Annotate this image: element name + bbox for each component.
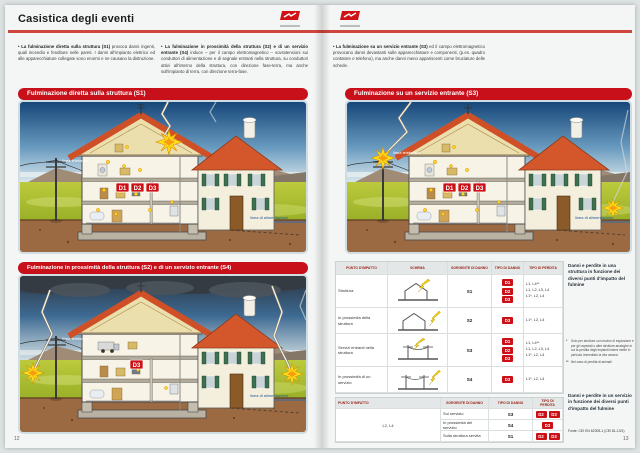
banner-s1-label: Fulminazione diretta sulla struttura (S1) bbox=[27, 90, 146, 98]
damage-badge: D3 bbox=[502, 296, 513, 303]
brand-logo-icon bbox=[279, 10, 301, 23]
svg-text:D3: D3 bbox=[132, 362, 141, 369]
damage-cell bbox=[492, 308, 524, 334]
sidebar-caption-service: Danni e perdite in un servizio in funzione dei diversi punti d'impatto del fulmine bbox=[568, 393, 632, 411]
source-reference: Fonte: CEI EN 62305-1 (CEI 81-10/1) bbox=[568, 429, 625, 433]
schema-house-side-strike-icon bbox=[388, 308, 448, 334]
col-header: SCHEMA bbox=[388, 262, 448, 275]
schema-house-top-strike-icon bbox=[388, 275, 448, 308]
footnote-single-asterisk: * Solo per strutture con rischio di esplosione e per gli ospedali o altre strutture analoghe in cui la perdita degli impianti interni mette in pericolo immediato la vita umana bbox=[566, 339, 634, 357]
damage-badge: D1 bbox=[502, 279, 513, 286]
damage-cell bbox=[492, 367, 524, 393]
loss-cell: L1*, L2, L4 bbox=[524, 367, 563, 393]
col-header: TIPO DI PERDITA bbox=[524, 262, 563, 275]
paragraph-lead: • La fulminazione in prossimità della struttura (S2) e di un servizio entrante (S4) bbox=[161, 44, 308, 55]
damage-badge: D3 bbox=[542, 422, 553, 429]
footnote-double-asterisk: ** Nel caso di perdita di animali bbox=[566, 359, 612, 364]
damage-cell bbox=[492, 275, 524, 308]
impact-cell: In prossimità della struttura bbox=[336, 308, 388, 334]
impact-cell: In prossimità del servizio bbox=[441, 420, 489, 431]
schema-service-line-strike-icon bbox=[388, 334, 448, 367]
col-header: TIPO DI DANNO bbox=[489, 398, 533, 409]
table-service-damage bbox=[335, 397, 564, 443]
damage-badge: D3 bbox=[502, 376, 513, 383]
paragraph-lead: • La fulminazione su un servizio entrante (S3) bbox=[333, 44, 428, 49]
telephone-line-label: linea telefonica bbox=[393, 149, 420, 155]
banner-s1 bbox=[18, 88, 308, 100]
damage-badges-s1 bbox=[116, 183, 159, 192]
document-spread bbox=[5, 5, 635, 448]
damage-badge-s2s4 bbox=[130, 360, 143, 369]
banner-s3-label: Fulminazione su un servizio entrante (S3) bbox=[354, 90, 479, 98]
svg-text:D2: D2 bbox=[460, 185, 469, 192]
source-cell: S3 bbox=[448, 334, 492, 367]
damage-badge: D2 bbox=[536, 411, 547, 418]
source-cell: S2 bbox=[448, 308, 492, 334]
col-header: TIPO DI PERDITA bbox=[533, 398, 563, 409]
impact-cell: In prossimità di un servizio bbox=[336, 367, 388, 393]
col-header: SORGENTE DI DANNO bbox=[441, 398, 489, 409]
power-line-label: linea di alimentazione bbox=[575, 214, 614, 220]
impact-cell: Sul servizio bbox=[441, 409, 489, 420]
loss-cell: L1, L4** L1, L2, L3, L4 L1*, L2, L4 bbox=[524, 275, 563, 308]
intro-paragraph-direct-strike bbox=[18, 44, 155, 63]
power-line-label: linea di alimentazione bbox=[250, 214, 289, 220]
brand-logo-icon bbox=[339, 10, 361, 23]
banner-s2-s4-label: Fulminazione in prossimità della struttura (S2) e di un servizio entrante (S4) bbox=[27, 264, 232, 271]
page-gutter bbox=[314, 5, 330, 448]
header-rule bbox=[8, 30, 632, 33]
damage-badges-s3 bbox=[443, 183, 486, 192]
sidebar-caption-structure: Danni e perdite in una struttura in funzione dei diversi punti d'impatto del fulmine bbox=[568, 263, 625, 288]
svg-text:D3: D3 bbox=[148, 185, 157, 192]
damage-badge: D2 bbox=[502, 347, 513, 354]
damage-cell bbox=[533, 409, 563, 420]
power-line-label: linea di alimentazione bbox=[250, 392, 289, 398]
svg-text:D1: D1 bbox=[445, 185, 454, 192]
page-title: Casistica degli eventi bbox=[18, 13, 135, 25]
banner-s3 bbox=[345, 88, 632, 100]
telephone-line-label: linea telefonica bbox=[62, 335, 89, 341]
page-number-right: 13 bbox=[623, 436, 629, 442]
paragraph-text: ed il campo elettromagnetico provocano danni devastanti sulle apparecchiature e componenti, (p.es. quadro contatore e telefono), ma anche danni meno appariscenti come bruciature delle schede. bbox=[333, 44, 485, 68]
illustration-s1-direct-strike bbox=[18, 100, 308, 254]
impact-cell: Struttura bbox=[336, 275, 388, 308]
damage-badge: D3 bbox=[549, 411, 560, 418]
table-structure-damage bbox=[335, 261, 564, 394]
paragraph-lead: • La fulminazione diretta sulla struttura (S1) bbox=[18, 44, 110, 49]
col-header: PUNTO D'IMPATTO bbox=[336, 262, 388, 275]
svg-text:D2: D2 bbox=[133, 185, 142, 192]
source-cell: S1 bbox=[448, 275, 492, 308]
telephone-line-label: linea telefonica bbox=[62, 157, 89, 163]
loss-cell: L1*, L2, L4 bbox=[524, 308, 563, 334]
damage-badge: D2 bbox=[536, 433, 547, 440]
banner-s2-s4 bbox=[18, 262, 308, 274]
svg-text:D1: D1 bbox=[118, 185, 127, 192]
damage-cell bbox=[533, 420, 563, 431]
col-header: SORGENTE DI DANNO bbox=[448, 262, 492, 275]
impact-cell: Sulla struttura servita bbox=[441, 431, 489, 442]
impact-cell: Servizi entranti nella struttura bbox=[336, 334, 388, 367]
damage-badge: D1 bbox=[502, 338, 513, 345]
intro-paragraph-nearby-strike bbox=[161, 44, 308, 75]
loss-cell: L1, L4** L1, L2, L3, L4 L1*, L2, L4 bbox=[524, 334, 563, 367]
damage-cell bbox=[492, 334, 524, 367]
paragraph-text: induce – per il campo elettromagnetico – sovratensioni sui conduttori di alimentazione e di segnale entranti nella struttura, su conduttori attivi all'interno della struttura, con direzione fase-terra, ma anche sull'impianto di terra, con direzione terra-fase. bbox=[161, 50, 309, 74]
loss-cell-merged: L2, L4 bbox=[336, 409, 441, 442]
intro-paragraph-service-strike bbox=[333, 44, 485, 69]
damage-badge: D2 bbox=[502, 288, 513, 295]
source-cell: S3 bbox=[489, 409, 533, 420]
source-cell: S1 bbox=[489, 431, 533, 442]
damage-badge: D3 bbox=[502, 317, 513, 324]
damage-cell bbox=[533, 431, 563, 442]
page-number-left: 12 bbox=[14, 436, 20, 442]
illustration-s2-s4-nearby-strike bbox=[18, 274, 308, 434]
damage-badge: D3 bbox=[549, 433, 560, 440]
col-header: TIPO DI DANNO bbox=[492, 262, 524, 275]
source-cell: S4 bbox=[448, 367, 492, 393]
source-cell: S4 bbox=[489, 420, 533, 431]
col-header: PUNTO D'IMPATTO bbox=[336, 398, 441, 409]
paragraph-text: provoca danni ingenti, quali incendio e fenditure nelle pareti. I danni all'impianto elettrico ed alle apparecchiature collegate sono enormi e ne causano la distruzione. bbox=[18, 44, 155, 62]
damage-badge: D3 bbox=[502, 355, 513, 362]
svg-text:D3: D3 bbox=[475, 185, 484, 192]
illustration-s3-service-strike bbox=[345, 100, 632, 254]
schema-near-service-strike-icon bbox=[388, 367, 448, 393]
sidebar-footnotes bbox=[566, 339, 634, 366]
